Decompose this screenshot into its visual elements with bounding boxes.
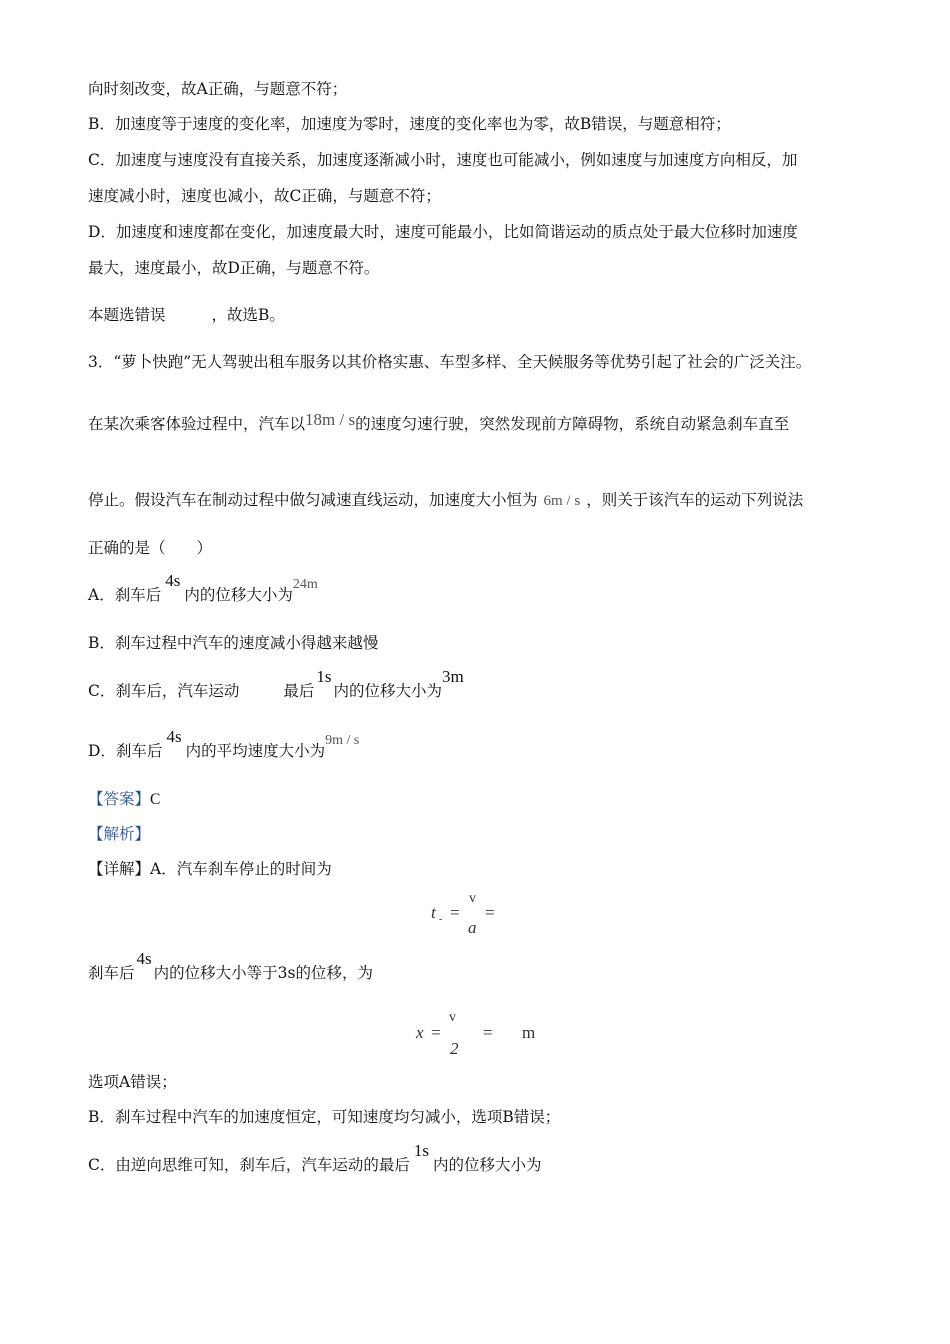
math-velocity: 18m / s	[305, 410, 356, 429]
answer-line	[88, 789, 160, 810]
detail-line	[88, 859, 332, 879]
option-a	[88, 571, 318, 607]
option-label: D．刹车后	[88, 742, 163, 760]
text-line	[88, 410, 790, 434]
eq-numerator: v	[449, 1010, 456, 1025]
text-segment: 最后	[283, 682, 315, 700]
text-line: B．刹车过程中汽车的加速度恒定，可知速度均匀减小，选项B错误；	[88, 1108, 561, 1126]
text-line: D．加速度和速度都在变化，加速度最大时，速度可能最小，比如简谐运动的质点处于最大位移时加速度	[88, 223, 798, 241]
eq-numerator: v	[469, 891, 476, 906]
math-distance: 3m	[442, 667, 464, 686]
eq-symbol: x	[416, 1023, 424, 1042]
option-label: A．刹车后	[88, 586, 162, 604]
eq-unit: m	[522, 1023, 536, 1042]
text-line: B．加速度等于速度的变化率，加速度为零时，速度的变化率也为零，故B错误，与题意相符；	[88, 115, 731, 133]
text-line: 最大，速度最小，故D正确，与题意不符。	[88, 259, 380, 277]
text-segment: 本题选错误	[88, 306, 166, 324]
text-segment: 内的平均速度大小为	[185, 742, 326, 760]
text-line	[88, 1141, 542, 1175]
math-distance: 24m	[292, 577, 318, 592]
eq-operator: =	[485, 903, 495, 922]
text-line	[88, 490, 803, 511]
text-segment: ，故选B。	[211, 306, 285, 324]
eq-operator: =	[483, 1023, 493, 1042]
text-line	[88, 949, 373, 983]
text-segment: 内的位移大小为	[333, 682, 443, 700]
text-line: 速度减小时，速度也减小，故C正确，与题意不符；	[88, 187, 441, 205]
text-segment: A．汽车刹车停止的时间为	[150, 860, 332, 878]
eq-operator: =	[450, 903, 460, 922]
text-line: C．加速度与速度没有直接关系，加速度逐渐减小时，速度也可能减小，例如速度与加速度方向相反，加	[88, 151, 798, 169]
eq-denominator: a	[468, 918, 477, 937]
text-segment: C．由逆向思维可知，刹车后，汽车运动的最后	[88, 1156, 410, 1174]
math-velocity: 9m / s	[325, 733, 360, 748]
math-time: 4s	[166, 727, 182, 746]
analysis-tag: 【解析】	[88, 825, 151, 843]
math-acceleration: 6m / s	[543, 493, 581, 509]
text-segment: 刹车后	[88, 964, 135, 982]
answer-tag: 【答案】	[88, 790, 151, 808]
text-line	[88, 305, 285, 325]
text-line: 选项A错误；	[88, 1073, 177, 1091]
math-time: 4s	[165, 571, 181, 590]
analysis-tag-line	[88, 824, 150, 844]
option-c	[88, 667, 464, 701]
question-3-stem: 3．“萝卜快跑”无人驾驶出租车服务以其价格实惠、车型多样、全天候服务等优势引起了社会的广泛关注。	[88, 353, 812, 371]
option-d	[88, 727, 360, 763]
math-time: 1s	[316, 667, 332, 686]
text-segment: 内的位移大小为	[184, 586, 293, 604]
text-segment: 内的位移大小等于3s的位移，为	[153, 964, 373, 982]
text-line: 向时刻改变，故A正确，与题意不符；	[88, 80, 348, 98]
math-time: 1s	[413, 1141, 429, 1160]
math-time: 4s	[136, 949, 152, 968]
text-segment: ，则关于该汽车的运动下列说法	[586, 491, 804, 509]
answer-value: C	[150, 791, 161, 808]
eq-operator: =	[431, 1023, 441, 1042]
option-label: C．刹车后，汽车运动	[88, 682, 240, 700]
text-segment: 停止。假设汽车在制动过程中做匀减速直线运动，加速度大小恒为	[88, 491, 538, 509]
eq-subscript: -	[439, 914, 443, 925]
text-segment: 在某次乘客体验过程中，汽车以	[88, 415, 306, 433]
detail-tag: 【详解】	[88, 860, 151, 878]
eq-denominator: 2	[450, 1039, 459, 1058]
text-segment: 的速度匀速行驶，突然发现前方障碍物，系统自动紧急刹车直至	[355, 415, 790, 433]
text-segment: 内的位移大小为	[433, 1156, 542, 1174]
text-line: 正确的是（ ）	[88, 539, 213, 557]
eq-symbol: t	[431, 903, 436, 922]
option-b: B．刹车过程中汽车的速度减小得越来越慢	[88, 634, 379, 652]
